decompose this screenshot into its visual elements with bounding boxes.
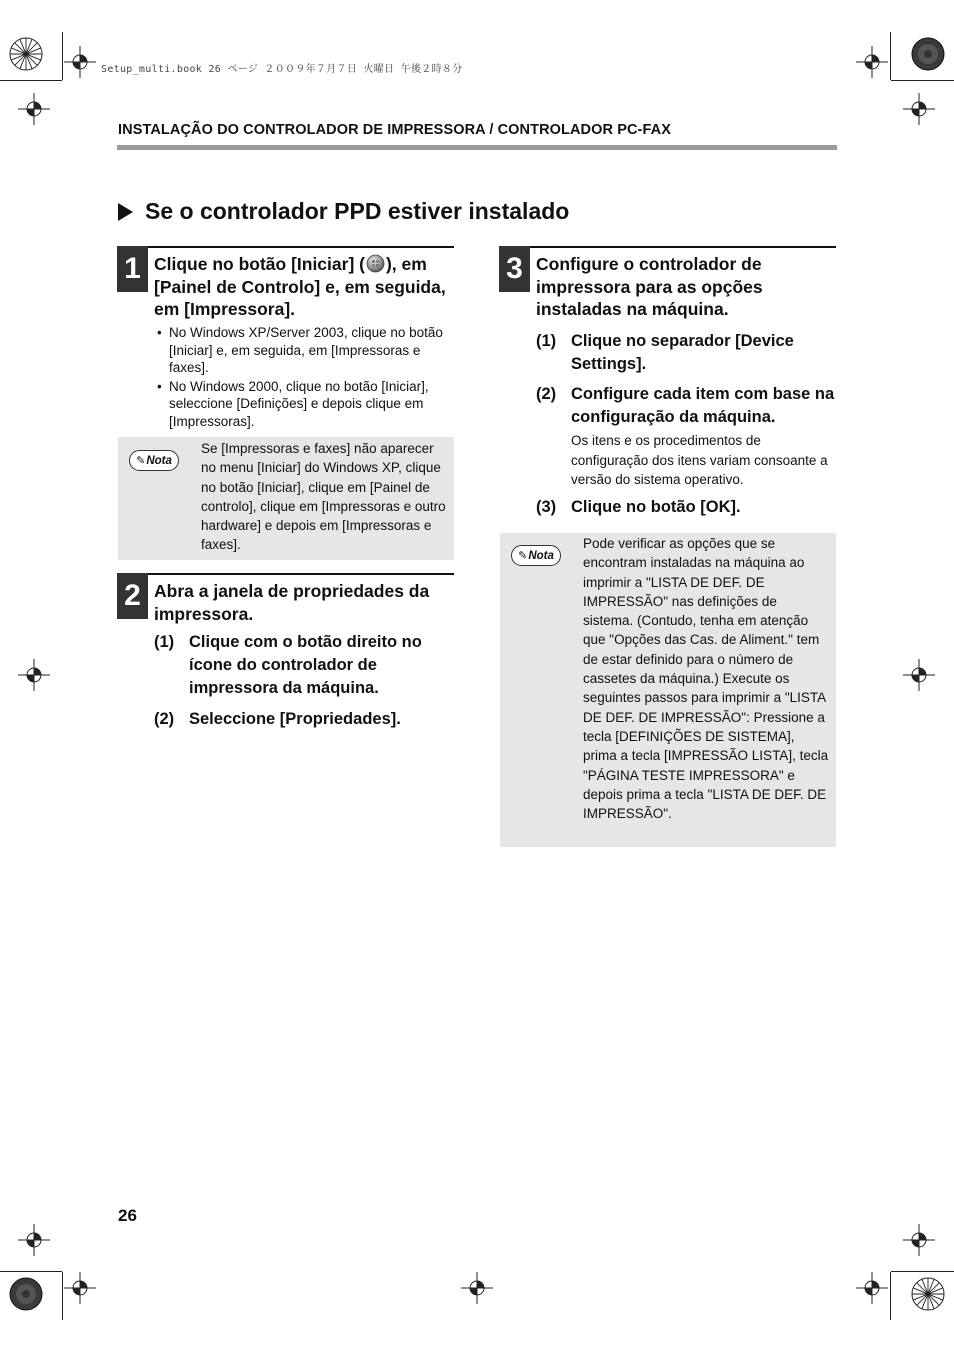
step-3-note-box (500, 533, 836, 847)
substep (536, 496, 836, 519)
substep-text: Clique no separador [Device Settings]. (571, 332, 794, 373)
crop-line (0, 80, 62, 81)
nota-badge (129, 450, 179, 471)
step-3-number: 3 (499, 246, 530, 292)
crosshair-mark (903, 93, 935, 125)
crosshair-mark (856, 1272, 888, 1304)
step-1-title-part2: ), em [Painel de Controlo] e, em seguida, em [Impressora]. (154, 254, 446, 319)
crop-line (62, 32, 63, 80)
substep (154, 631, 454, 700)
crosshair-mark (18, 93, 50, 125)
list-item: • No Windows 2000, clique no botão [Iniciar], seleccione [Definições] e depois clique em [Impressoras]. (157, 378, 452, 431)
substep-description: Os itens e os procedimentos de configuração dos itens variam consoante a versão do sistema operativo. (571, 433, 828, 487)
substep (536, 330, 836, 376)
substep-text: Clique com o botão direito no ícone do controlador de impressora da máquina. (189, 633, 422, 697)
registration-dark-mark (8, 1276, 44, 1312)
step-2-rule (117, 573, 454, 575)
crop-line (890, 1272, 891, 1320)
registration-wheel-mark (910, 1276, 946, 1312)
section-title-row (118, 198, 569, 225)
nota-badge (511, 545, 561, 566)
step-1-bullets (157, 324, 452, 431)
header-rule (117, 145, 837, 150)
step-1-title (154, 253, 454, 321)
windows-start-orb-icon (366, 254, 385, 273)
step-2-number: 2 (117, 573, 148, 619)
crop-line (62, 1272, 63, 1320)
running-header: INSTALAÇÃO DO CONTROLADOR DE IMPRESSORA / CONTROLADOR PC-FAX (118, 122, 671, 138)
step-1-note-box (118, 437, 454, 560)
step-3-rule (499, 246, 836, 248)
crosshair-mark (461, 1272, 493, 1304)
crop-line (0, 1271, 62, 1272)
crosshair-mark (856, 46, 888, 78)
substep-number: (3) (536, 497, 557, 516)
list-item: • No Windows XP/Server 2003, clique no botão [Iniciar] e, em seguida, em [Impressoras e faxes]. (157, 324, 452, 377)
substep-number: (1) (154, 633, 175, 651)
crop-line (891, 80, 954, 81)
crosshair-mark (64, 46, 96, 78)
step-1-number: 1 (117, 246, 148, 292)
step-1-title-part1: Clique no botão [Iniciar] ( (154, 254, 365, 274)
triangle-right-icon (118, 203, 133, 221)
step-3-note-text: Pode verificar as opções que se encontram instaladas na máquina ao imprimir a "LISTA DE DEF. DE IMPRESSÃO" nas definições de sistema. (Contudo, tenha em atenção que "Opções das Cas. de Aliment." tem de estar definido para o número de cassetes da máquina.) Execute os seguintes passos para imprimir a "LISTA DE DEF. DE IMPRESSÃO": Pressione a tecla [DEFINIÇÕES DE SISTEMA], prima a tecla [IMPRESSÃO LISTA], tecla "PÁGINA TESTE IMPRESSORA" e depois prima a tecla "LISTA DE DEF. DE IMPRESSÃO". (583, 536, 829, 822)
step-3-substeps (536, 330, 836, 519)
crosshair-mark (903, 1224, 935, 1256)
section-title: Se o controlador PPD estiver instalado (145, 198, 570, 224)
pencil-icon: ✎ (518, 550, 528, 562)
substep-text: Seleccione [Propriedades]. (189, 710, 401, 728)
registration-dark-mark (910, 36, 946, 72)
step-1-rule (117, 246, 454, 248)
crosshair-mark (18, 1224, 50, 1256)
crosshair-mark (18, 659, 50, 691)
crop-line (890, 32, 891, 80)
nota-label: Nota (146, 454, 172, 467)
pencil-icon: ✎ (136, 455, 146, 467)
substep-text: Clique no botão [OK]. (571, 497, 741, 516)
substep-number: (1) (536, 332, 557, 350)
substep (154, 708, 454, 731)
crosshair-mark (903, 659, 935, 691)
step-3-title: Configure o controlador de impressora para as opções instaladas na máquina. (536, 254, 763, 319)
substep-number: (2) (536, 385, 557, 403)
substep (536, 383, 836, 429)
step-2-title: Abra a janela de propriedades da impressora. (154, 581, 430, 624)
nota-label: Nota (528, 549, 554, 562)
crop-line (891, 1271, 954, 1272)
step-2-substeps (154, 631, 454, 731)
substep-number: (2) (154, 710, 175, 728)
step-1-note-text: Se [Impressoras e faxes] não aparecer no menu [Iniciar] do Windows XP, clique no botão [Iniciar], clique em [Painel de controlo], clique em [Impressoras e outro hardware] e depois em [Impressoras e faxes]. (201, 441, 446, 553)
print-info: Setup_multi.book 26 ページ ２００９年７月７日 火曜日 午後２時８分 (101, 64, 463, 75)
crosshair-mark (64, 1272, 96, 1304)
registration-wheel-mark (8, 36, 44, 72)
substep-text: Configure cada item com base na configuração da máquina. (571, 385, 835, 426)
page-number: 26 (118, 1206, 137, 1225)
